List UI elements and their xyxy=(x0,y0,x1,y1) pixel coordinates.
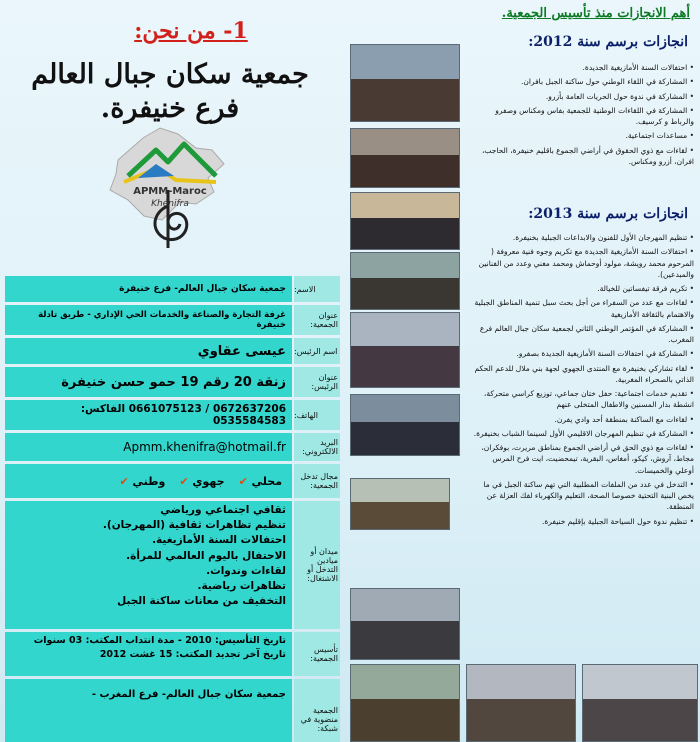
photo-event-11 xyxy=(350,128,460,188)
photo-event-5 xyxy=(350,394,460,456)
label-president-address: عنوان الرئيس: xyxy=(294,367,340,397)
year-2012-heading: انجازات برسم سنة 2012: xyxy=(528,34,688,50)
list-item: • المشاركة في المؤتمر الوطني الثاني لجمعية سكان جبال العالم فرع المغرب. xyxy=(472,323,694,346)
founding-line1: تاريخ التأسيس: 2010 - مدة انتداب المكتب: 03 سنوات xyxy=(33,635,286,646)
row-president xyxy=(5,338,340,364)
achievements xyxy=(346,0,700,742)
value-founding xyxy=(5,632,292,676)
list-item: • احتفالات السنة الأمازيغية الجديدة مع تكريم وجوه فنية معروفة ( المرحوم محمد رويشة، مولود أوحماش ومحمد مغني وعدد من الفنانين والمبدعين). xyxy=(472,246,694,280)
list-item: • لقاءات مع عدد من السفراء من أجل بحث سبل تنمية المناطق الجبلية والاهتمام بالثقافة الأمازيغية xyxy=(472,297,694,320)
photo-event-4 xyxy=(350,312,460,388)
list-2013 xyxy=(472,232,694,530)
list-item: • تكريم فرقة تيفساتين للخيالة. xyxy=(472,283,694,294)
value-fields xyxy=(5,501,292,629)
list-item: • المشاركة في اللقاءات الوطنية للجمعية بفاس ومكناس وصفرو والرباط و كرسيف. xyxy=(472,105,694,128)
field-line: الاحتفال باليوم العالمي للمرأة. xyxy=(126,549,286,562)
field-line: تنظيم تظاهرات ثقافية (المهرجان). xyxy=(102,519,286,532)
row-phone xyxy=(5,400,340,430)
label-email: البريد الالكتروني: xyxy=(294,433,340,461)
check-icon: ✔ xyxy=(119,474,129,488)
list-item: • المشاركة في تنظيم المهرجان الاقليمي الأول لسينما الشباب بخنيفرة. xyxy=(472,428,694,439)
value-name: جمعية سكان جبال العالم- فرع خنيفرة xyxy=(5,276,292,302)
field-line: لقاءات وندوات. xyxy=(206,564,286,577)
list-item: • لقاءات مع ذوي الحقوق في أراضي الجموع باقليم خنيفرة، الحاجب، افران، أزرو ومكناس. xyxy=(472,145,694,168)
list-item: • تنظيم ندوة حول السياحة الجبلية بإقليم خنيفرة. xyxy=(472,516,694,527)
scope-regional: جهوي ✔ xyxy=(179,474,225,488)
label-address: عنوان الجمعية: xyxy=(294,305,340,335)
scope-national: وطني ✔ xyxy=(119,474,166,488)
row-email xyxy=(5,433,340,461)
row-president-address xyxy=(5,367,340,397)
label-phone: الهاتف: xyxy=(294,400,340,430)
label-president: اسم الرئيس: xyxy=(294,338,340,364)
photo-event-2 xyxy=(350,192,460,250)
year-2013-heading: انجازات برسم سنة 2013: xyxy=(528,206,688,222)
value-email[interactable]: Apmm.khenifra@hotmail.fr xyxy=(5,433,292,461)
field-line: احتفالات السنة الأمازيغية. xyxy=(152,534,286,547)
info-table xyxy=(5,276,340,742)
label-scope: مجال تدخل الجمعية: xyxy=(294,464,340,498)
list-item: • التدخل في عدد من الملفات المطلبية التي تهم ساكنة الجبل في ما يخص البنية التحتية خصوصا الصحة، التعليم والكهرباء لفك العزلة عن المنطقة. xyxy=(472,479,694,513)
achievements-title: أهم الانجازات منذ تأسيس الجمعية. xyxy=(501,6,690,21)
list-item: • لقاءات مع ذوي الحق في أراضي الجموع بمناطق مريرت، بوفكران، مجاط، آروش، كيكو، أمغاس، البقرية، تيمحضيت، ايت فرح المرس أوعلي والخميسات. xyxy=(472,442,694,476)
label-fields: ميدان أو ميادين التدخل أو الاشتغال: xyxy=(294,501,340,629)
value-scope xyxy=(5,464,292,498)
section-title: 1- من نحن: xyxy=(134,18,248,44)
list-item: • احتفالات السنة الأمازيغية الجديدة. xyxy=(472,62,694,73)
list-item: • المشاركة في اللقاء الوطني حول ساكنة الجبل بافران. xyxy=(472,76,694,87)
scope-local: محلي ✔ xyxy=(238,474,282,488)
value-phone: 0672637206 / 0661075123 الفاكس: 0535584583 xyxy=(5,400,292,430)
list-item: • لقاء تشاركي بخنيفرة مع المنتدى الجهوي لجهة بني ملال للدعم الحكم الذاتي بالصحراء المغربية. xyxy=(472,363,694,386)
photo-event-7 xyxy=(350,588,460,660)
list-item: • مساعدات اجتماعية. xyxy=(472,130,694,141)
check-icon: ✔ xyxy=(179,474,189,488)
row-fields xyxy=(5,501,340,629)
list-item: • تنظيم المهرجان الأول للفنون والابداعات الجبلية بخنيفرة. xyxy=(472,232,694,243)
field-line: تظاهرات رياضية. xyxy=(197,580,286,593)
value-president-address: زنقة 20 رقم 19 حمو حسن خنيفرة xyxy=(5,367,292,397)
association-name xyxy=(20,58,320,126)
association-profile xyxy=(0,0,340,742)
field-line: التخفيف من معانات ساكنة الجبل xyxy=(117,595,286,608)
list-item: • تقديم خدمات اجتماعية: حفل ختان جماعي، توزيع كراسي متحركة، انشطة بدار المسنين والاطفال المتخلى عنهم xyxy=(472,388,694,411)
photo-event-1 xyxy=(350,44,460,122)
list-item: • المشاركة في احتفالات السنة الأمازيغية الجديدة بصفرو. xyxy=(472,348,694,359)
row-address xyxy=(5,305,340,335)
founding-line2: تاريخ آخر تجديد المكتب: 15 غشت 2012 xyxy=(99,648,286,660)
check-icon: ✔ xyxy=(238,474,248,488)
row-network xyxy=(5,679,340,742)
apmm-logo xyxy=(98,120,238,250)
list-2012 xyxy=(472,62,694,170)
field-line: ثقافي اجتماعي ورياضي xyxy=(160,504,286,516)
photo-event-8 xyxy=(350,664,460,742)
list-item: • المشاركة في ندوة حول الحريات العامة بأزرو. xyxy=(472,91,694,102)
photo-event-10 xyxy=(582,664,698,742)
row-scope xyxy=(5,464,340,498)
label-name: الاسم: xyxy=(294,276,340,302)
label-founding: تأسيس الجمعية: xyxy=(294,632,340,676)
photo-event-6 xyxy=(350,478,450,530)
label-network: الجمعية منضوية في شبكة: xyxy=(294,679,340,742)
association-name-line1: جمعية سكان جبال العالم xyxy=(31,59,309,90)
value-network: جمعية سكان جبال العالم- فرع المغرب - xyxy=(5,679,292,742)
value-address: غرفة التجارة والصناعة والخدمات الحي الإداري - طريق تادلة خنيفرة xyxy=(5,305,292,335)
logo-text-apmm: APMM-Maroc xyxy=(133,186,207,197)
list-item: • لقاءات مع الساكنة بمنطقة أحد وادي يفرن. xyxy=(472,414,694,425)
photo-event-9 xyxy=(466,664,576,742)
value-president: عيسى عقاوي xyxy=(5,338,292,364)
association-name-line2: فرع خنيفرة. xyxy=(100,92,240,124)
row-founding xyxy=(5,632,340,676)
row-name xyxy=(5,276,340,302)
logo-text-khenifra: Khénifra xyxy=(151,199,189,209)
photo-event-3 xyxy=(350,252,460,310)
